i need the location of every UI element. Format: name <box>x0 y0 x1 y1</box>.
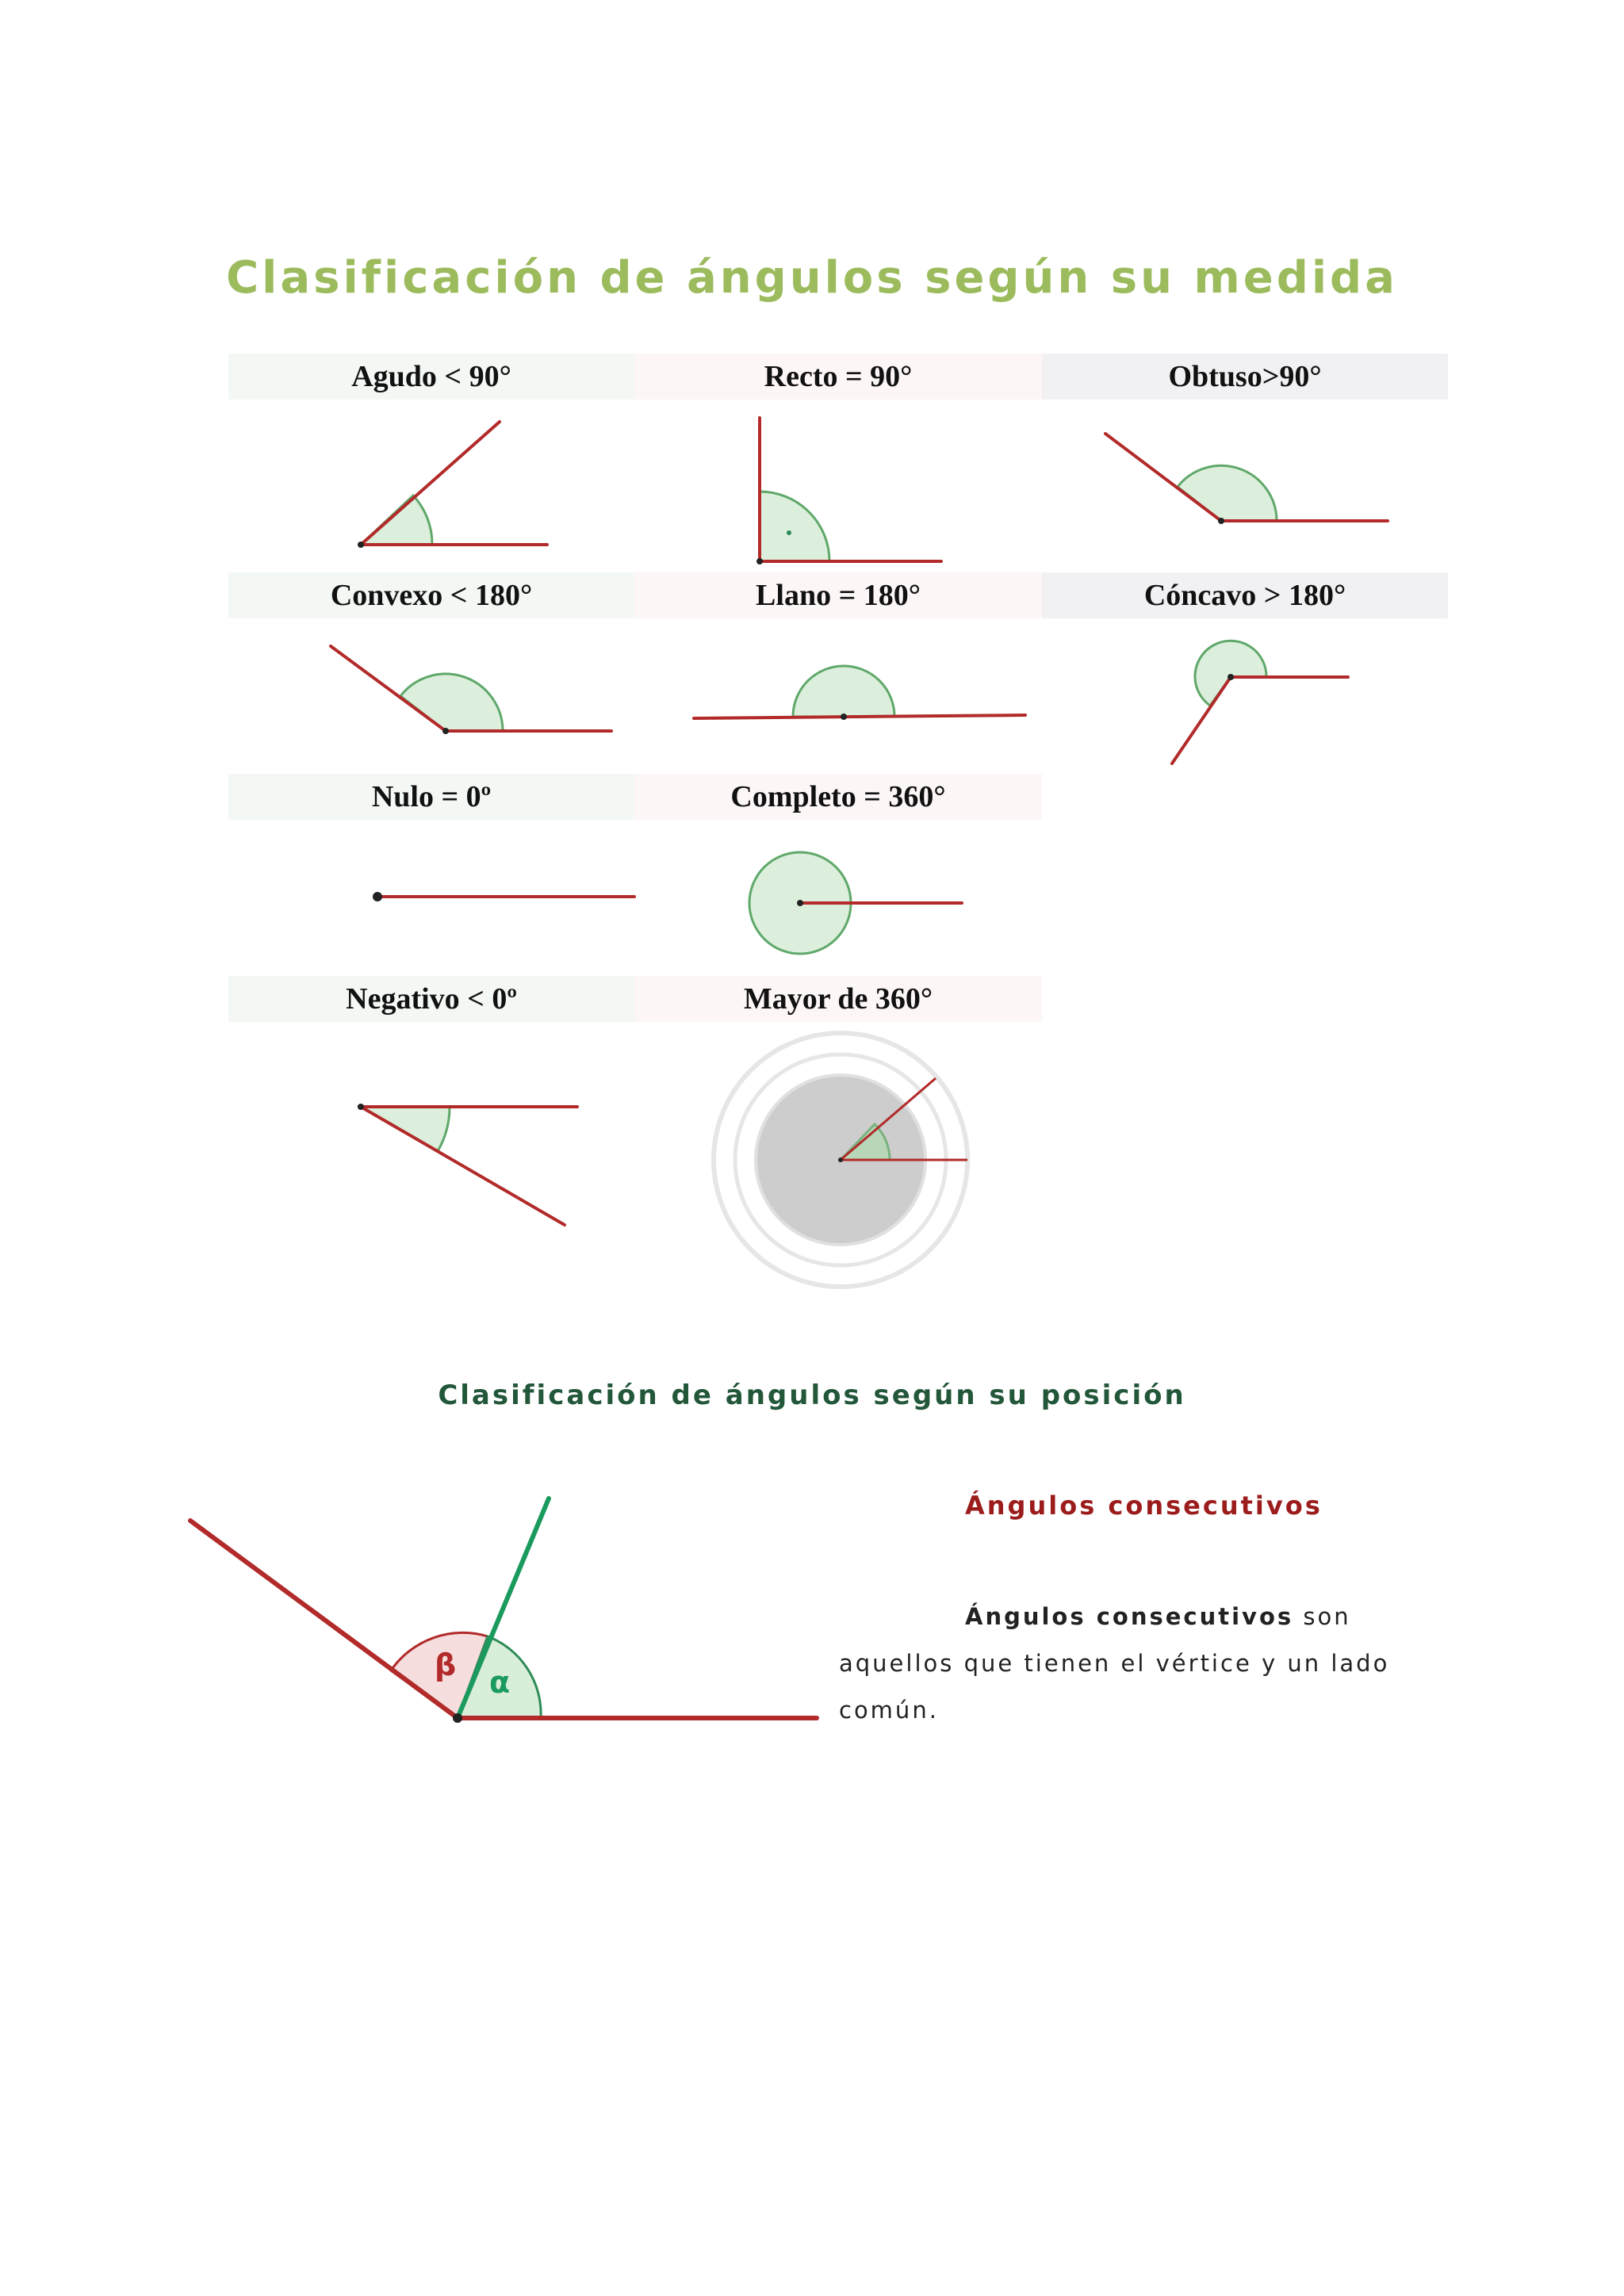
consecutive-description-text: son aquellos que tienen el vértice y un lado común. <box>839 1603 1390 1724</box>
convexo-arc <box>400 674 503 731</box>
negativo-vertex <box>358 1104 364 1110</box>
header-nulo: Nulo = 0º <box>228 774 634 820</box>
section-position-title: Clasificación de ángulos según su posición <box>438 1380 1186 1411</box>
alpha-label: α <box>489 1665 511 1700</box>
negativo-ray <box>361 1107 565 1225</box>
consecutive-description-bold: Ángulos consecutivos <box>965 1603 1294 1630</box>
agudo-vertex <box>358 541 364 548</box>
header-mayor: Mayor de 360° <box>634 976 1042 1022</box>
consecutive-heading: Ángulos consecutivos <box>965 1490 1323 1521</box>
concavo-arc <box>1195 641 1266 706</box>
obtuso-vertex <box>1218 518 1224 524</box>
header-concavo: Cóncavo > 180° <box>1042 572 1448 618</box>
header-completo: Completo = 360° <box>634 774 1042 820</box>
llano-ray <box>694 715 1025 718</box>
header-convexo: Convexo < 180° <box>228 572 634 618</box>
recto-arc <box>760 492 829 561</box>
recto-dot <box>787 530 791 535</box>
convexo-vertex <box>442 728 449 734</box>
header-llano: Llano = 180° <box>634 572 1042 618</box>
completo-vertex <box>797 900 803 906</box>
llano-arc <box>793 666 894 717</box>
header-recto: Recto = 90° <box>634 354 1042 400</box>
recto-vertex <box>756 558 763 564</box>
consec-left-ray <box>190 1521 458 1718</box>
mayor-figure <box>714 1033 967 1287</box>
header-agudo: Agudo < 90° <box>228 354 634 400</box>
llano-vertex <box>841 714 847 720</box>
obtuso-arc <box>1178 465 1277 521</box>
nulo-vertex <box>373 892 382 901</box>
header-obtuso: Obtuso>90° <box>1042 354 1448 400</box>
beta-label: β <box>435 1647 457 1682</box>
header-negativo: Negativo < 0º <box>228 976 634 1022</box>
consecutive-description <box>839 1594 1410 1734</box>
page-title: Clasificación de ángulos según su medida <box>226 252 1398 304</box>
concavo-vertex <box>1228 674 1234 680</box>
